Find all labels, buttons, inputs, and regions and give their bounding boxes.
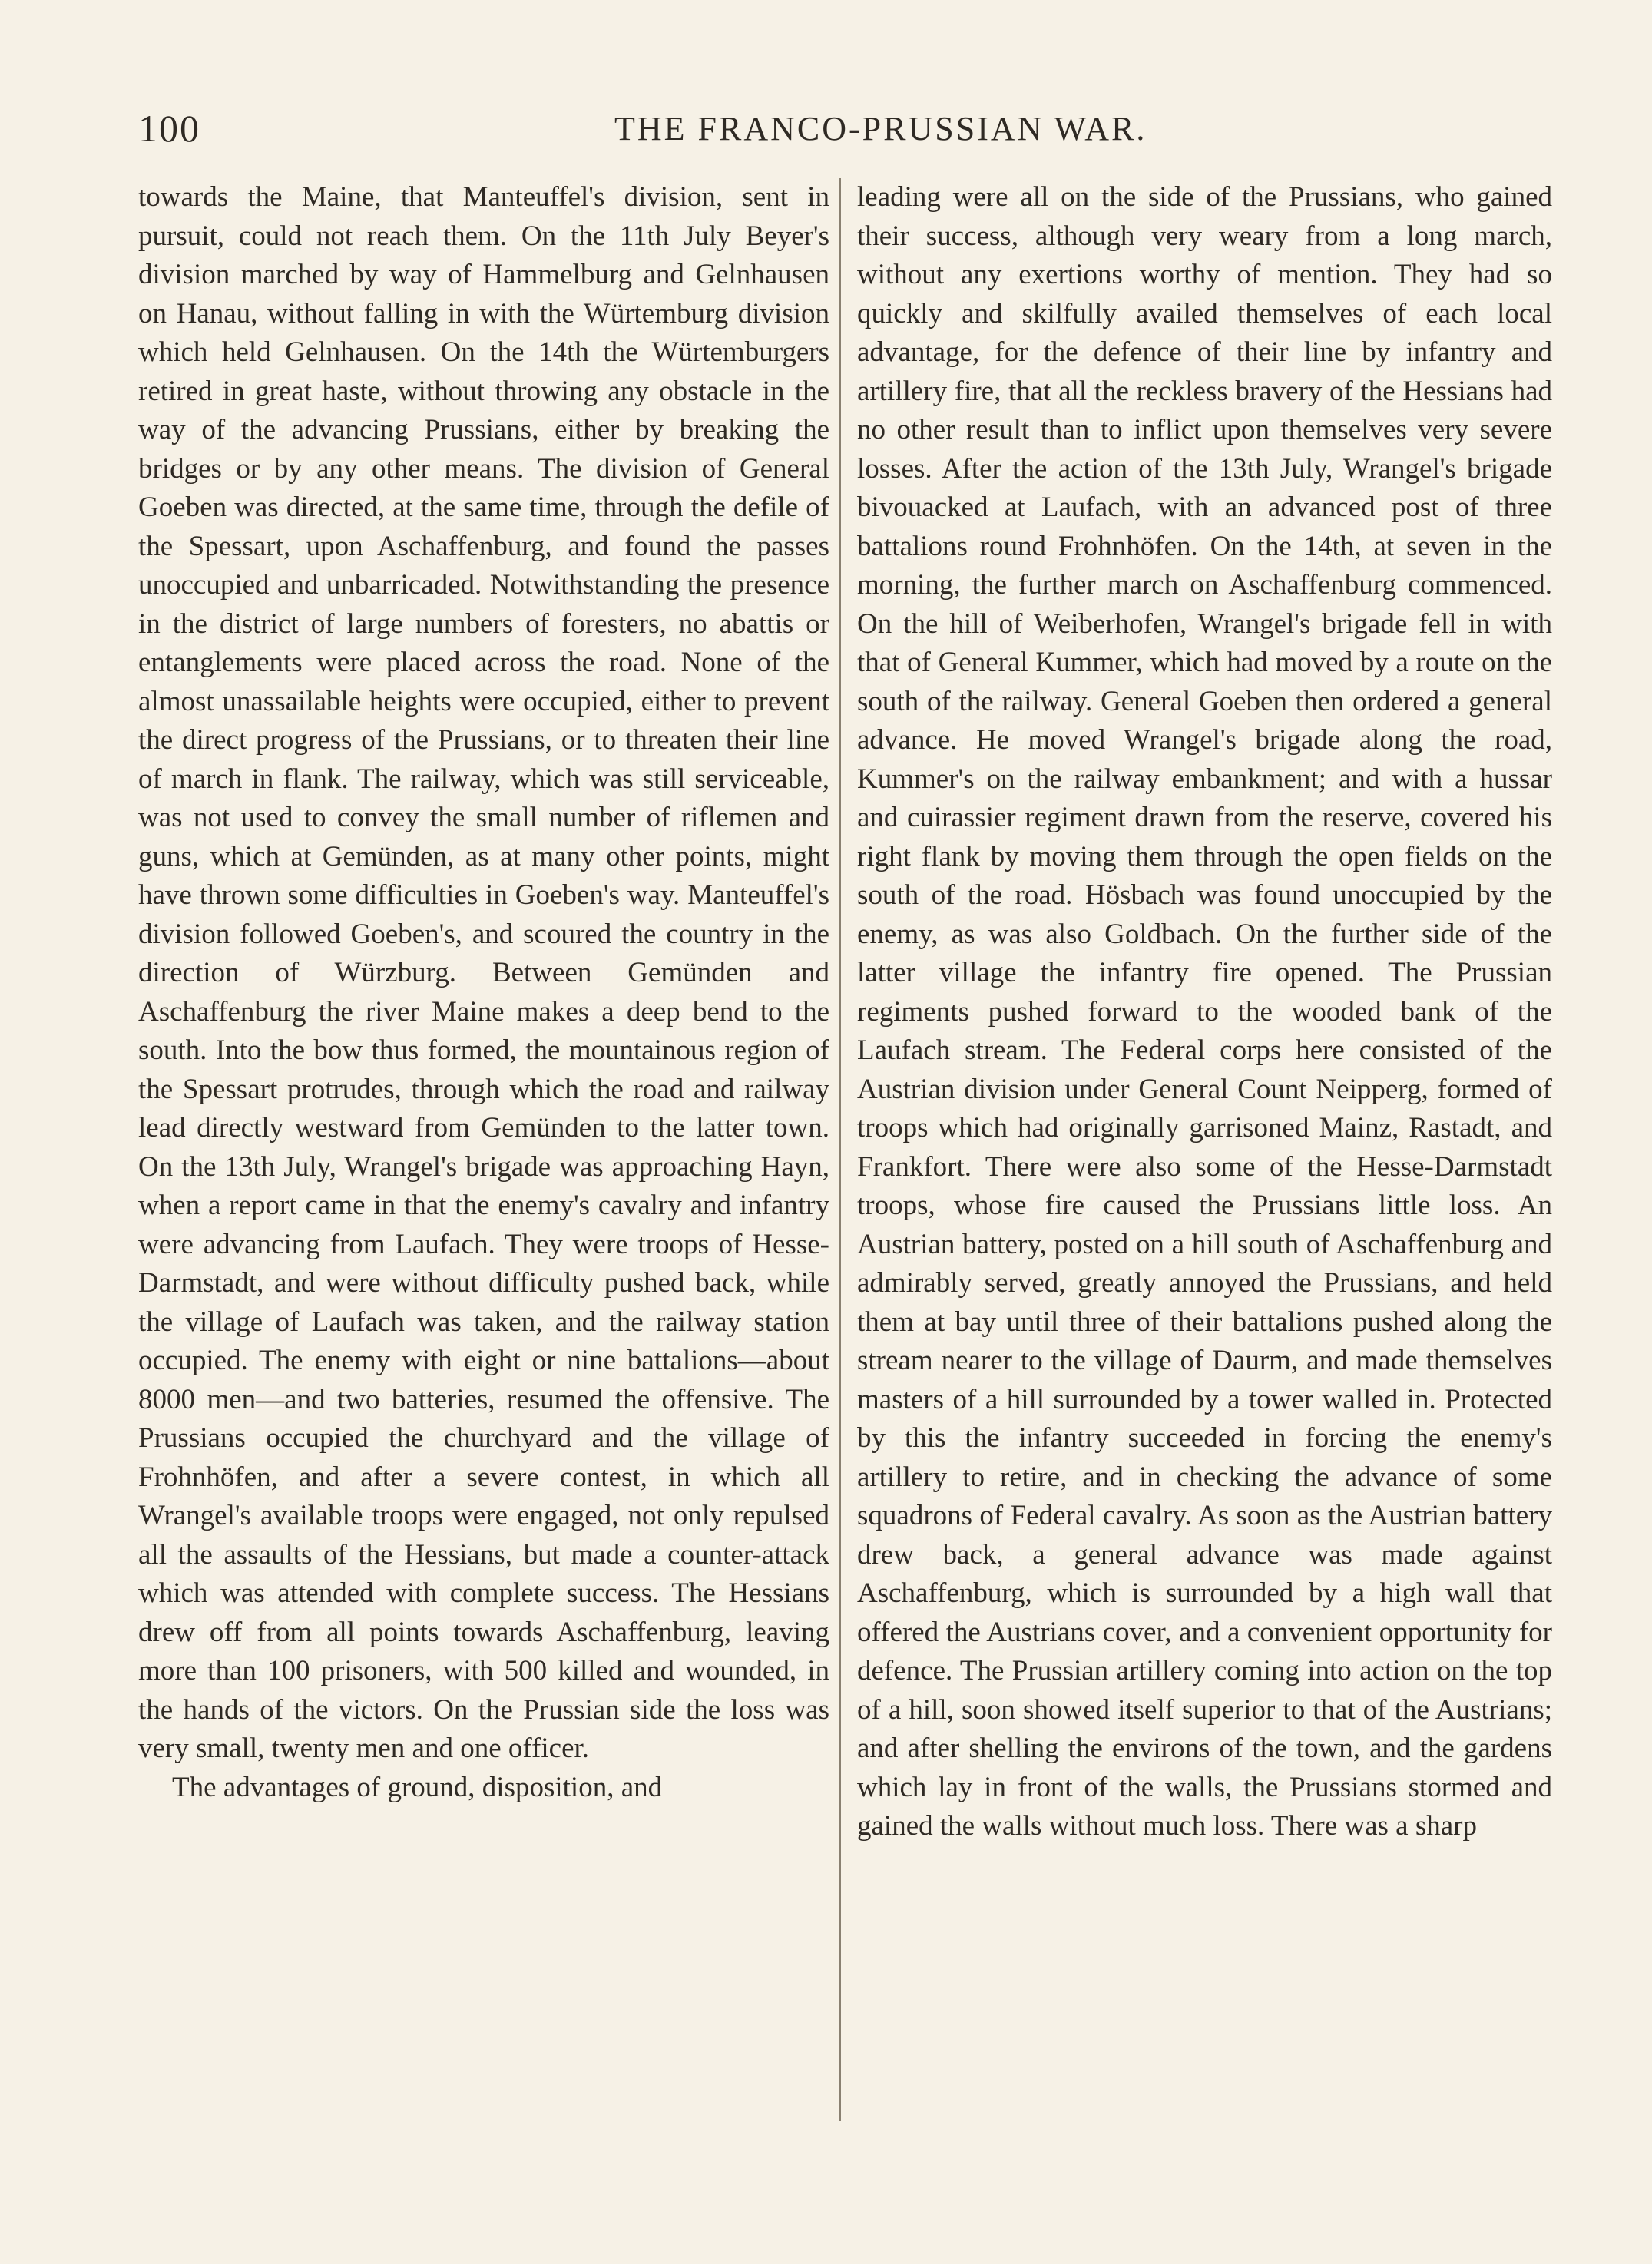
running-head bbox=[138, 106, 1559, 152]
left-column bbox=[138, 178, 829, 1807]
paragraph: leading were all on the side of the Prussians, who gained their success, although very weary from a long march, without any exertions worthy of mention. They had so quickly and skilfully availed themselves of each local advantage, for the defence of their line by infantry and artillery fire, that all the reckless bravery of the Hessians had no other result than to inflict upon themselves very severe losses. After the action of the 13th July, Wrangel's brigade bivouacked at Laufach, with an advanced post of three battalions round Frohnhöfen. On the 14th, at seven in the morning, the further march on Aschaffenburg commenced. On the hill of Weiberhofen, Wrangel's brigade fell in with that of General Kummer, which had moved by a route on the south of the railway. General Goeben then ordered a general advance. He moved Wrangel's brigade along the road, Kummer's on the railway embankment; and with a hussar and cuirassier regiment drawn from the reserve, covered his right flank by moving them through the open fields on the south of the road. Hösbach was found unoccupied by the enemy, as was also Goldbach. On the further side of the latter village the infantry fire opened. The Prussian regiments pushed forward to the wooded bank of the Laufach stream. The Federal corps here consisted of the Austrian division under General Count Neipperg, formed of troops which had originally garrisoned Mainz, Rastadt, and Frankfort. There were also some of the Hesse-Darmstadt troops, whose fire caused the Prussians little loss. An Austrian battery, posted on a hill south of Aschaffenburg and admirably served, greatly annoyed the Prussians, and held them at bay until three of their battalions pushed along the stream nearer to the village of Daurm, and made themselves masters of a hill surrounded by a tower walled in. Protected by this the infantry succeeded in forcing the enemy's artillery to retire, and in checking the advance of some squadrons of Federal cavalry. As soon as the Austrian battery drew back, a general advance was made against Aschaffenburg, which is surrounded by a high wall that offered the Austrians cover, and a convenient opportunity for defence. The Prussian artillery coming into action on the top of a hill, soon showed itself superior to that of the Austrians; and after shelling the environs of the town, and the gardens which lay in front of the walls, the Prussians stormed and gained the walls without much loss. There was a sharp bbox=[857, 181, 1552, 1842]
running-title: THE FRANCO-PRUSSIAN WAR. bbox=[614, 110, 1147, 147]
paragraph: towards the Maine, that Manteuffel's division, sent in pursuit, could not reach them. On the 11th July Beyer's division marched by way of Hammelburg and Gelnhausen on Hanau, without falling in with the Würtemburg division which held Gelnhausen. On the 14th the Würtemburgers retired in great haste, without throwing any obstacle in the way of the advancing Prussians, either by breaking the bridges or by any other means. The division of General Goeben was directed, at the same time, through the defile of the Spessart, upon Aschaffenburg, and found the passes unoccupied and unbarricaded. Notwithstanding the presence in the district of large numbers of foresters, no abattis or entanglements were placed across the road. None of the almost unassailable heights were occupied, either to prevent the direct progress of the Prussians, or to threaten their line of march in flank. The railway, which was still serviceable, was not used to convey the small number of riflemen and guns, which at Gemünden, as at many other points, might have thrown some difficulties in Goeben's way. Manteuffel's division followed Goeben's, and scoured the country in the direction of Würzburg. Between Gemünden and Aschaffenburg the river Maine makes a deep bend to the south. Into the bow thus formed, the mountainous region of the Spessart protrudes, through which the road and railway lead directly westward from Gemünden to the latter town. On the 13th July, Wrangel's brigade was approaching Hayn, when a report came in that the enemy's cavalry and infantry were advancing from Laufach. They were troops of Hesse-Darmstadt, and were without difficulty pushed back, while the village of Laufach was taken, and the railway station occupied. The enemy with eight or nine battalions—about 8000 men—and two batteries, resumed the offensive. The Prussians occupied the churchyard and the village of Frohnhöfen, and after a severe contest, in which all Wrangel's available troops were engaged, not only repulsed all the assaults of the Hessians, but made a counter-attack which was attended with complete success. The Hessians drew off from all points towards Aschaffenburg, leaving more than 100 prisoners, with 500 killed and wounded, in the hands of the victors. On the Prussian side the loss was very small, twenty men and one officer. bbox=[138, 181, 829, 1764]
paragraph: The advantages of ground, disposition, and bbox=[172, 1771, 663, 1803]
right-column bbox=[857, 178, 1552, 1846]
page-number: 100 bbox=[138, 107, 200, 150]
column-divider bbox=[839, 178, 841, 2121]
